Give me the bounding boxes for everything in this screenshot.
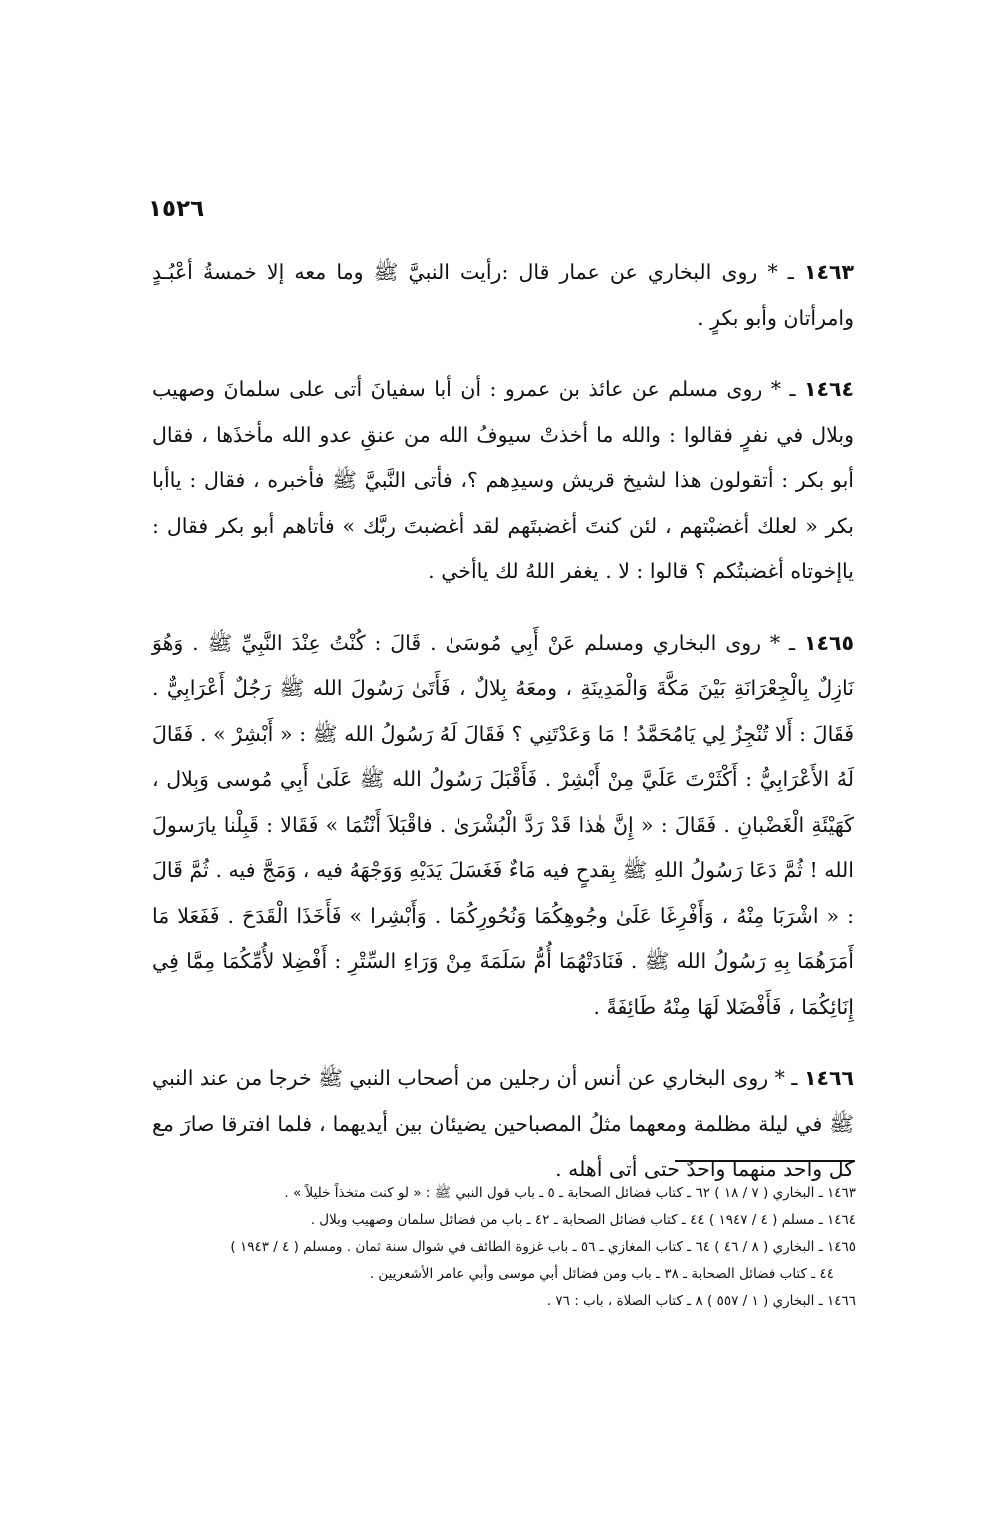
footnote-divider (675, 1160, 855, 1162)
hadith-number: ١٤٦٥ (803, 630, 854, 655)
hadith-text: ـ * روى مسلم عن عائذ بن عمرو : أن أبا سفيانَ أتى على سلمانَ وصهيب وبلال في نفرٍ فقالوا : والله ما أخذتْ سيوفُ الله من عنقِ عدو الله مأخذَها ، فقال أبو بكر : أتقولون هذا لشيخ قريش وسيدِهم ؟، فأتى النَّبيَّ ﷺ فأخبره ، فقال : ياأبا بكر « لعلك أغضبْتهم ، لئن كنتَ أغضبتَهم لقد أغضبتَ ربَّك » فأتاهم أبو بكر فقال : ياإخوتاه أغضبتُكم ؟ قالوا : لا . يغفر اللهُ لك ياأخي . (152, 377, 854, 583)
hadith-paragraph (152, 250, 854, 341)
main-text (152, 250, 854, 1219)
footnote: ١٤٦٦ ـ البخاري ( ١ / ٥٥٧ ) ٨ ـ كتاب الصلاة ، باب : ٧٦ . (546, 1293, 856, 1309)
hadith-paragraph (152, 621, 854, 1031)
footnotes (150, 1180, 856, 1315)
hadith-number: ١٤٦٦ (803, 1066, 854, 1090)
hadith-text: ـ * روى البخاري ومسلم عَنْ أَبِي مُوسَىٰ . قَالَ : كُنْتُ عِنْدَ النَّبِيِّ ﷺ . وَهُوَ نَازِلٌ بِالْجِعْرَانَةِ بَيْنَ مَكَّةَ وَالْمَدِينَةِ ، ومعَهُ بِلالٌ ، فَأَتَىٰ رَسُولَ الله ﷺ رَجُلٌ أَعْرَابِيٌّ . فَقَالَ : أَلا تُنْجِزُ لِي يَامُحَمَّدُ ! مَا وَعَدْتَنِي ؟ فَقَالَ لَهُ رَسُولُ الله ﷺ : « أَبْشِرْ » . فَقَالَ لَهُ الأَعْرَابِيُّ : أَكْثَرْتَ عَلَيَّ مِنْ أَبْشِرْ . فَأَقْبَلَ رَسُولُ الله ﷺ عَلَىٰ أَبِي مُوسى وَبِلال ، كَهَيْئَةِ الْغَضْبانِ . فَقَالَ : « إِنَّ هٰذا قَدْ رَدَّ الْبُشْرَىٰ . فاقْبَلاَ أَنْتُمَا » فَقَالا : قَبِلْنا يارَسولَ الله ! ثُمَّ دَعَا رَسُولُ اللهِ ﷺ بِقدحٍ فيه مَاءٌ فَغَسَلَ يَدَيْهِ وَوَجْهَهُ فيه ، وَمَجَّ فيه . ثُمَّ قَالَ : « اشْرَبَا مِنْهُ ، وَأَفْرِغَا عَلَىٰ وجُوهِكُمَا وَنُحُورِكُمَا . وَأَبْشِرا » فَأَخَذَا الْقَدَحَ . فَفَعَلا مَا أَمَرَهُمَا بِهِ رَسُولُ الله ﷺ . فَنَادَتْهُمَا أُمُّ سَلَمَةَ مِنْ وَرَاءِ السِّتْرِ : أَفْضِلا لأُمِّكُمَا مِمَّا فِي إِنَائِكُمَا ، فَأَفْضَلا لَهَا مِنْهُ طَائِفَةً . (152, 630, 854, 1019)
hadith-text: ـ * روى البخاري عن عمار قال :رأيت النبيَّ ﷺ وما معه إلا خمسةُ أعْبُـدٍ وامرأتان وأبو بكرٍ . (152, 260, 854, 330)
hadith-number: ١٤٦٤ (803, 377, 854, 401)
hadith-number: ١٤٦٣ (803, 260, 854, 284)
footnote: ١٤٦٣ ـ البخاري ( ٧ / ١٨ ) ٦٢ ـ كتاب فضائل الصحابة ـ ٥ ـ باب قول النبي ﷺ : « لو كنت متخذاً خليلاً » . (284, 1185, 856, 1201)
footnote: ١٤٦٤ ـ مسلم ( ٤ / ١٩٤٧ ) ٤٤ ـ كتاب فضائل الصحابة ـ ٤٢ ـ باب من فضائل سلمان وصهيب وبلال . (310, 1212, 856, 1228)
hadith-text: ـ * روى البخاري عن أنس أن رجلين من أصحاب النبي ﷺ خرجا من عند النبي ﷺ في ليلة مظلمة ومعهما مثلُ المصباحين يضيئان بين أيديهما ، فلما افترقا صارَ مع كل واحد منهما واحدٌ حتى أتى أهله . (152, 1066, 854, 1181)
footnote: ١٤٦٥ ـ البخاري ( ٨ / ٤٦ ) ٦٤ ـ كتاب المغازي ـ ٥٦ ـ باب غزوة الطائف في شوال سنة ثمان . ومسلم ( ٤ / ١٩٤٣ ) (230, 1239, 856, 1255)
footnote-continuation: ٤٤ ـ كتاب فضائل الصحابة ـ ٣٨ ـ باب ومن فضائل أبي موسى وأبي عامر الأشعريين . (369, 1266, 834, 1282)
hadith-paragraph (152, 1056, 854, 1193)
hadith-paragraph (152, 367, 854, 595)
page-number: ١٥٢٦ (148, 196, 205, 222)
